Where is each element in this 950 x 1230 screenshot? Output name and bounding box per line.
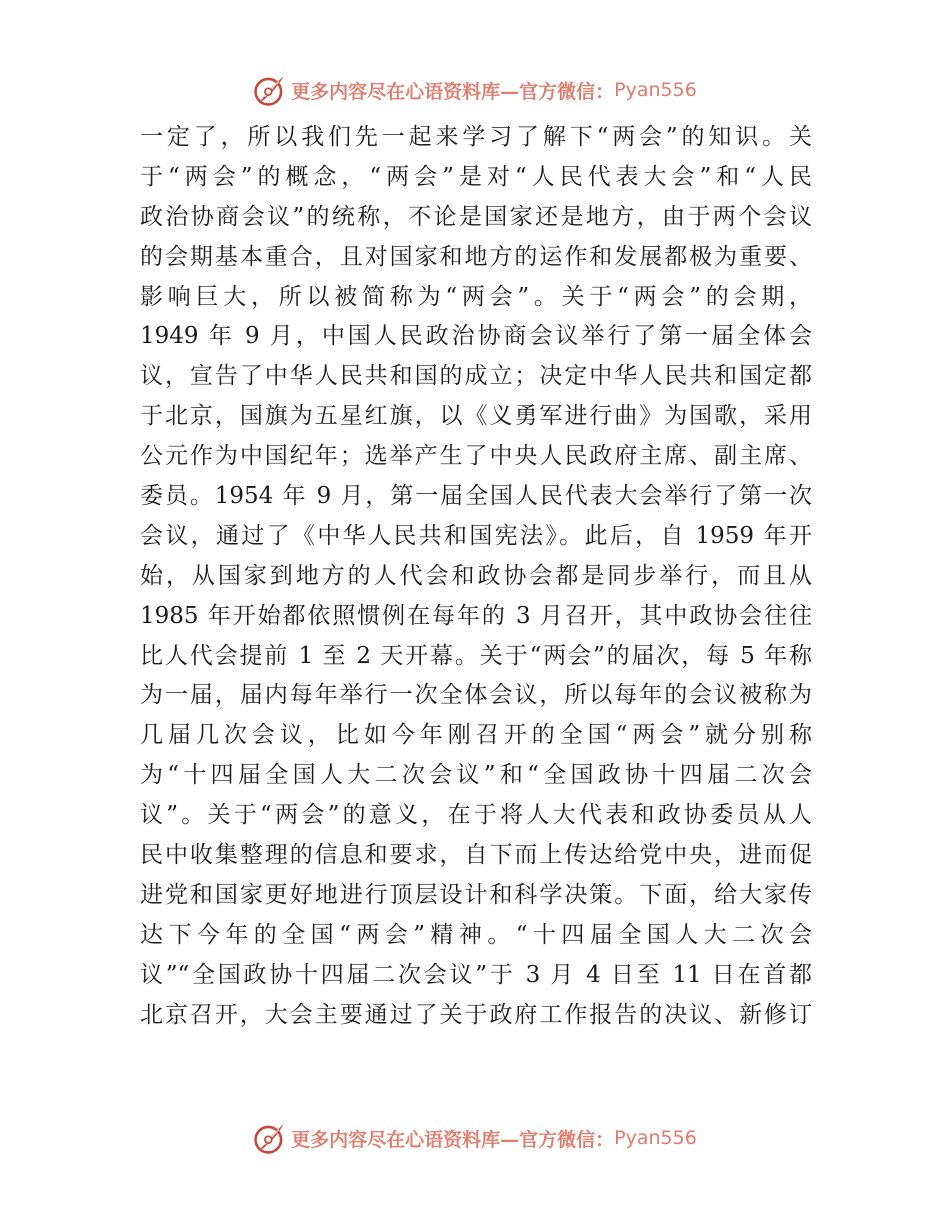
quill-pen-logo-icon <box>253 1121 287 1155</box>
body-line: 北京召开，大会主要通过了关于政府工作报告的决议、新修订 <box>140 1001 812 1028</box>
document-body <box>140 118 812 1035</box>
body-line: 一定了，所以我们先一起来学习了解下“两会”的知识。关 <box>140 124 812 150</box>
header-banner-text: 更多内容尽在心语资料库—官方微信： <box>291 80 615 103</box>
body-line: 委员。1954 年 9 月，第一届全国人民代表大会举行了第一次 <box>140 483 812 510</box>
body-line: 于“两会”的概念，“两会”是对“人民代表大会”和“人民 <box>140 163 812 190</box>
body-line: 1985 年开始都依照惯例在每年的 3 月召开，其中政协会往往 <box>140 602 812 629</box>
body-line: 始，从国家到地方的人代会和政协会都是同步举行，而且从 <box>140 562 812 589</box>
body-line: 会议，通过了《中华人民共和国宪法》。此后，自 1959 年开 <box>140 522 812 549</box>
footer-banner-text: 更多内容尽在心语资料库—官方微信： <box>291 1128 615 1151</box>
body-line: 进党和国家更好地进行顶层设计和科学决策。下面，给大家传 <box>140 881 812 908</box>
body-line: 的会期基本重合，且对国家和地方的运作和发展都极为重要、 <box>140 243 812 270</box>
header-banner-contact: Pyan556 <box>614 79 697 101</box>
quill-pen-logo-icon <box>253 73 287 107</box>
body-line: 于北京，国旗为五星红旗，以《义勇军进行曲》为国歌，采用 <box>140 403 812 430</box>
body-line: 公元作为中国纪年；选举产生了中央人民政府主席、副主席、 <box>140 443 812 470</box>
body-line: 议”。关于“两会”的意义，在于将人大代表和政协委员从人 <box>140 802 812 829</box>
body-line: 议”“全国政协十四届二次会议”于 3 月 4 日至 11 日在首都 <box>140 961 812 988</box>
body-line: 影响巨大，所以被简称为“两会”。关于“两会”的会期， <box>140 283 812 310</box>
footer-banner-contact: Pyan556 <box>614 1127 697 1149</box>
body-line: 几届几次会议，比如今年刚召开的全国“两会”就分别称 <box>140 722 812 749</box>
body-line: 政治协商会议”的统称，不论是国家还是地方，由于两个会议 <box>140 203 812 230</box>
body-line: 达下今年的全国“两会”精神。“十四届全国人大二次会 <box>140 921 812 948</box>
body-line: 议，宣告了中华人民共和国的成立；决定中华人民共和国定都 <box>140 363 812 390</box>
header-banner <box>0 70 950 110</box>
body-line: 1949 年 9 月，中国人民政治协商会议举行了第一届全体会 <box>140 323 812 350</box>
body-line: 为一届，届内每年举行一次全体会议，所以每年的会议被称为 <box>140 682 812 709</box>
footer-banner <box>0 1118 950 1158</box>
body-line: 民中收集整理的信息和要求，自下而上传达给党中央，进而促 <box>140 842 812 869</box>
body-line: 为“十四届全国人大二次会议”和“全国政协十四届二次会 <box>140 762 812 789</box>
body-line: 比人代会提前 1 至 2 天开幕。关于“两会”的届次，每 5 年称 <box>140 642 812 669</box>
